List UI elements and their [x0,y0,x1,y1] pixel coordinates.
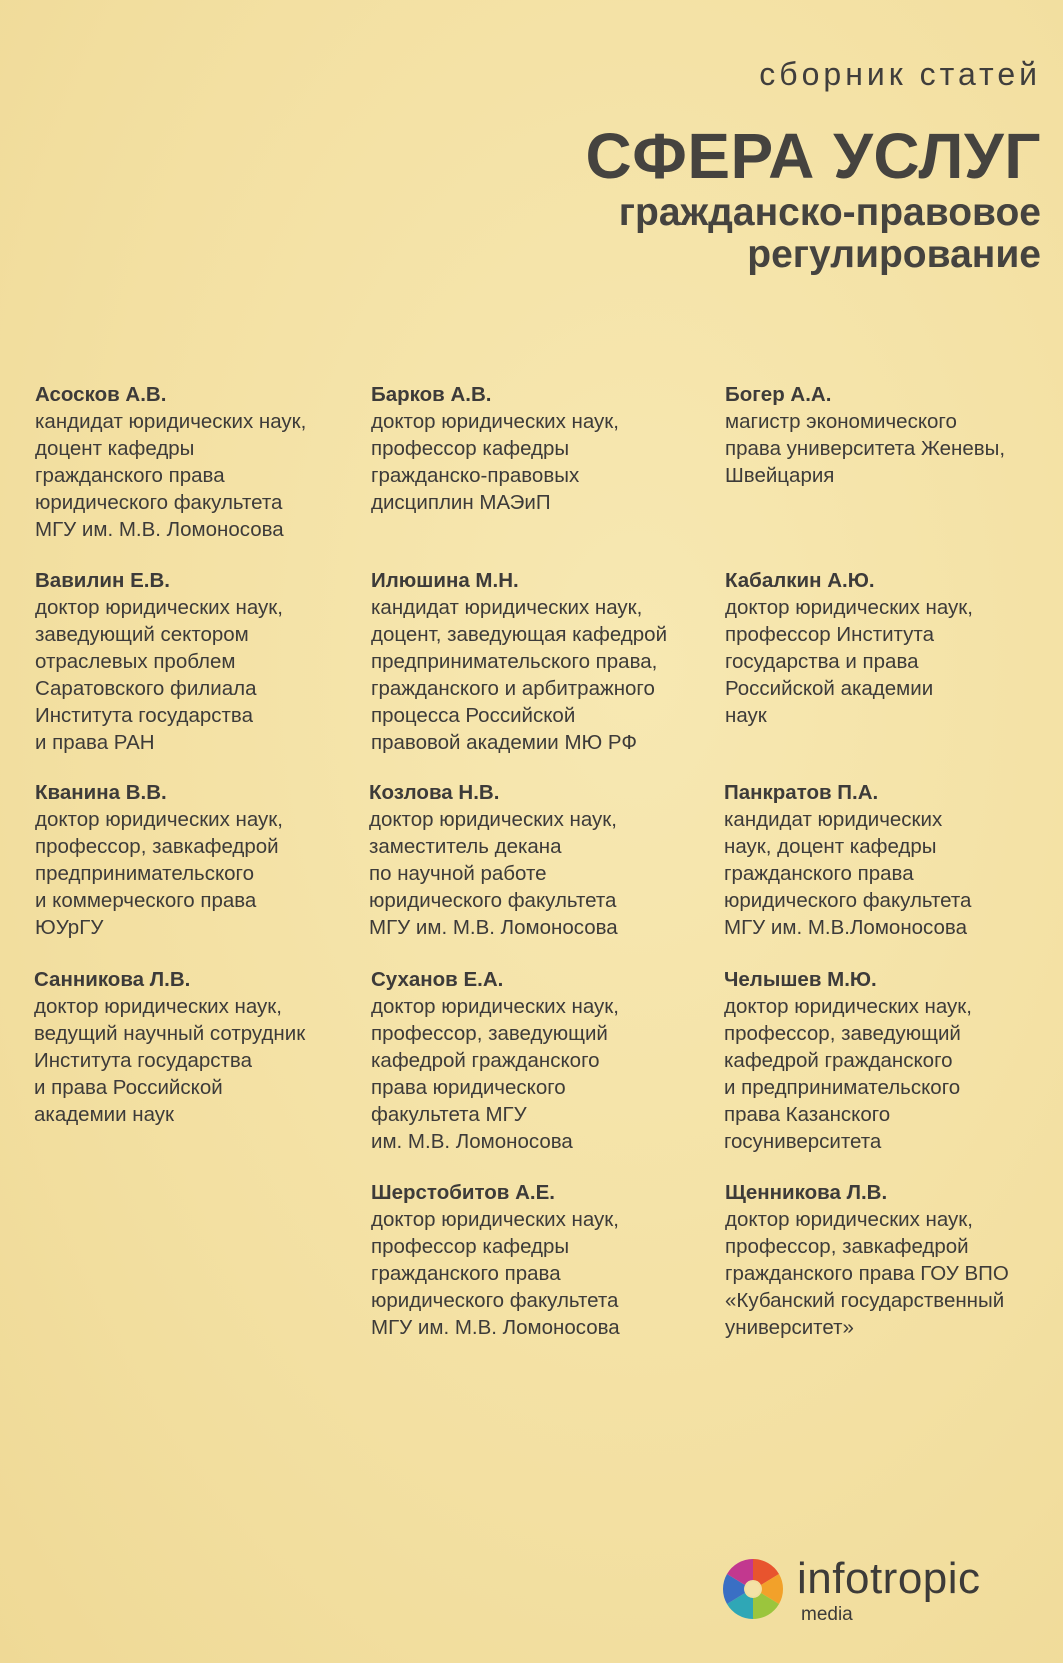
author-entry [34,966,305,1128]
author-name: Кванина В.В. [35,781,167,804]
subtitle-line: регулирование [747,233,1041,276]
publisher-sub: media [801,1604,853,1625]
author-name: Кабалкин А.Ю. [725,569,875,592]
author-description: доктор юридических наук, профессор кафедры гражданского права юридического факультета МГУ им. М.В. Ломоносова [371,1208,620,1339]
author-description: доктор юридических наук, заместитель декана по научной работе юридического факультета МГУ им. М.В. Ломоносова [369,808,618,939]
author-entry [371,1179,620,1341]
author-name: Асосков А.В. [35,383,167,406]
author-description: доктор юридических наук, профессор кафедры гражданско-правовых дисциплин МАЭиП [371,410,619,514]
author-description: доктор юридических наук, ведущий научный сотрудник Института государства и права Российской академии наук [34,995,306,1126]
author-description: доктор юридических наук, заведующий сектором отраслевых проблем Саратовского филиала Института государства и права РАН [35,596,283,754]
author-name: Щенникова Л.В. [725,1181,888,1204]
author-name: Козлова Н.В. [369,781,500,804]
author-entry [724,966,972,1155]
author-description: доктор юридических наук, профессор, завкафедрой предпринимательского и коммерческого права ЮУрГУ [35,808,283,939]
infotropic-swirl-icon [717,1553,789,1625]
author-description: кандидат юридических наук, доцент, заведующая кафедрой предпринимательского права, гражданского и арбитражного процесса Российской правовой академии МЮ РФ [371,596,668,754]
author-name: Панкратов П.А. [724,781,879,804]
author-name: Богер А.А. [725,383,832,406]
author-description: доктор юридических наук, профессор Института государства и права Российской академии наук [725,596,973,727]
author-entry [371,381,619,516]
author-entry [724,779,971,941]
author-entry [35,779,283,941]
author-entry [725,567,973,729]
author-name: Челышев М.Ю. [724,968,877,991]
author-name: Вавилин Е.В. [35,569,170,592]
author-entry [371,567,667,756]
author-entry [371,966,619,1155]
subtitle-line: гражданско-правовое [618,191,1041,234]
author-entry [35,567,283,756]
book-subtitle [585,192,1041,276]
author-description: кандидат юридических наук, доцент кафедры гражданского права юридического факультета МГУ им. М.В.Ломоносова [724,808,972,939]
cover-header [585,58,1041,276]
author-name: Суханов Е.А. [371,968,504,991]
author-name: Илюшина М.Н. [371,569,519,592]
author-name: Санникова Л.В. [34,968,191,991]
author-entry [35,381,306,543]
author-description: доктор юридических наук, профессор, завкафедрой гражданского права ГОУ ВПО «Кубанский государственный университет» [725,1208,1009,1339]
book-title: СФЕРА УСЛУГ [585,120,1041,192]
author-name: Шерстобитов А.Е. [371,1181,555,1204]
author-description: доктор юридических наук, профессор, заведующий кафедрой гражданского права юридического факультета МГУ им. М.В. Ломоносова [371,995,619,1153]
author-description: доктор юридических наук, профессор, заведующий кафедрой гражданского и предпринимательского права Казанского госуниверситета [724,995,972,1153]
publisher-name: infotropic [797,1554,981,1603]
author-entry [725,381,1005,489]
author-entry [369,779,618,941]
author-description: кандидат юридических наук, доцент кафедры гражданского права юридического факультета МГУ им. М.В. Ломоносова [35,410,307,541]
series-label: сборник статей [759,56,1041,92]
author-entry [725,1179,1009,1341]
publisher-logo [717,1553,1007,1628]
author-description: магистр экономического права университета Женевы, Швейцария [725,410,1006,487]
author-name: Барков А.В. [371,383,492,406]
